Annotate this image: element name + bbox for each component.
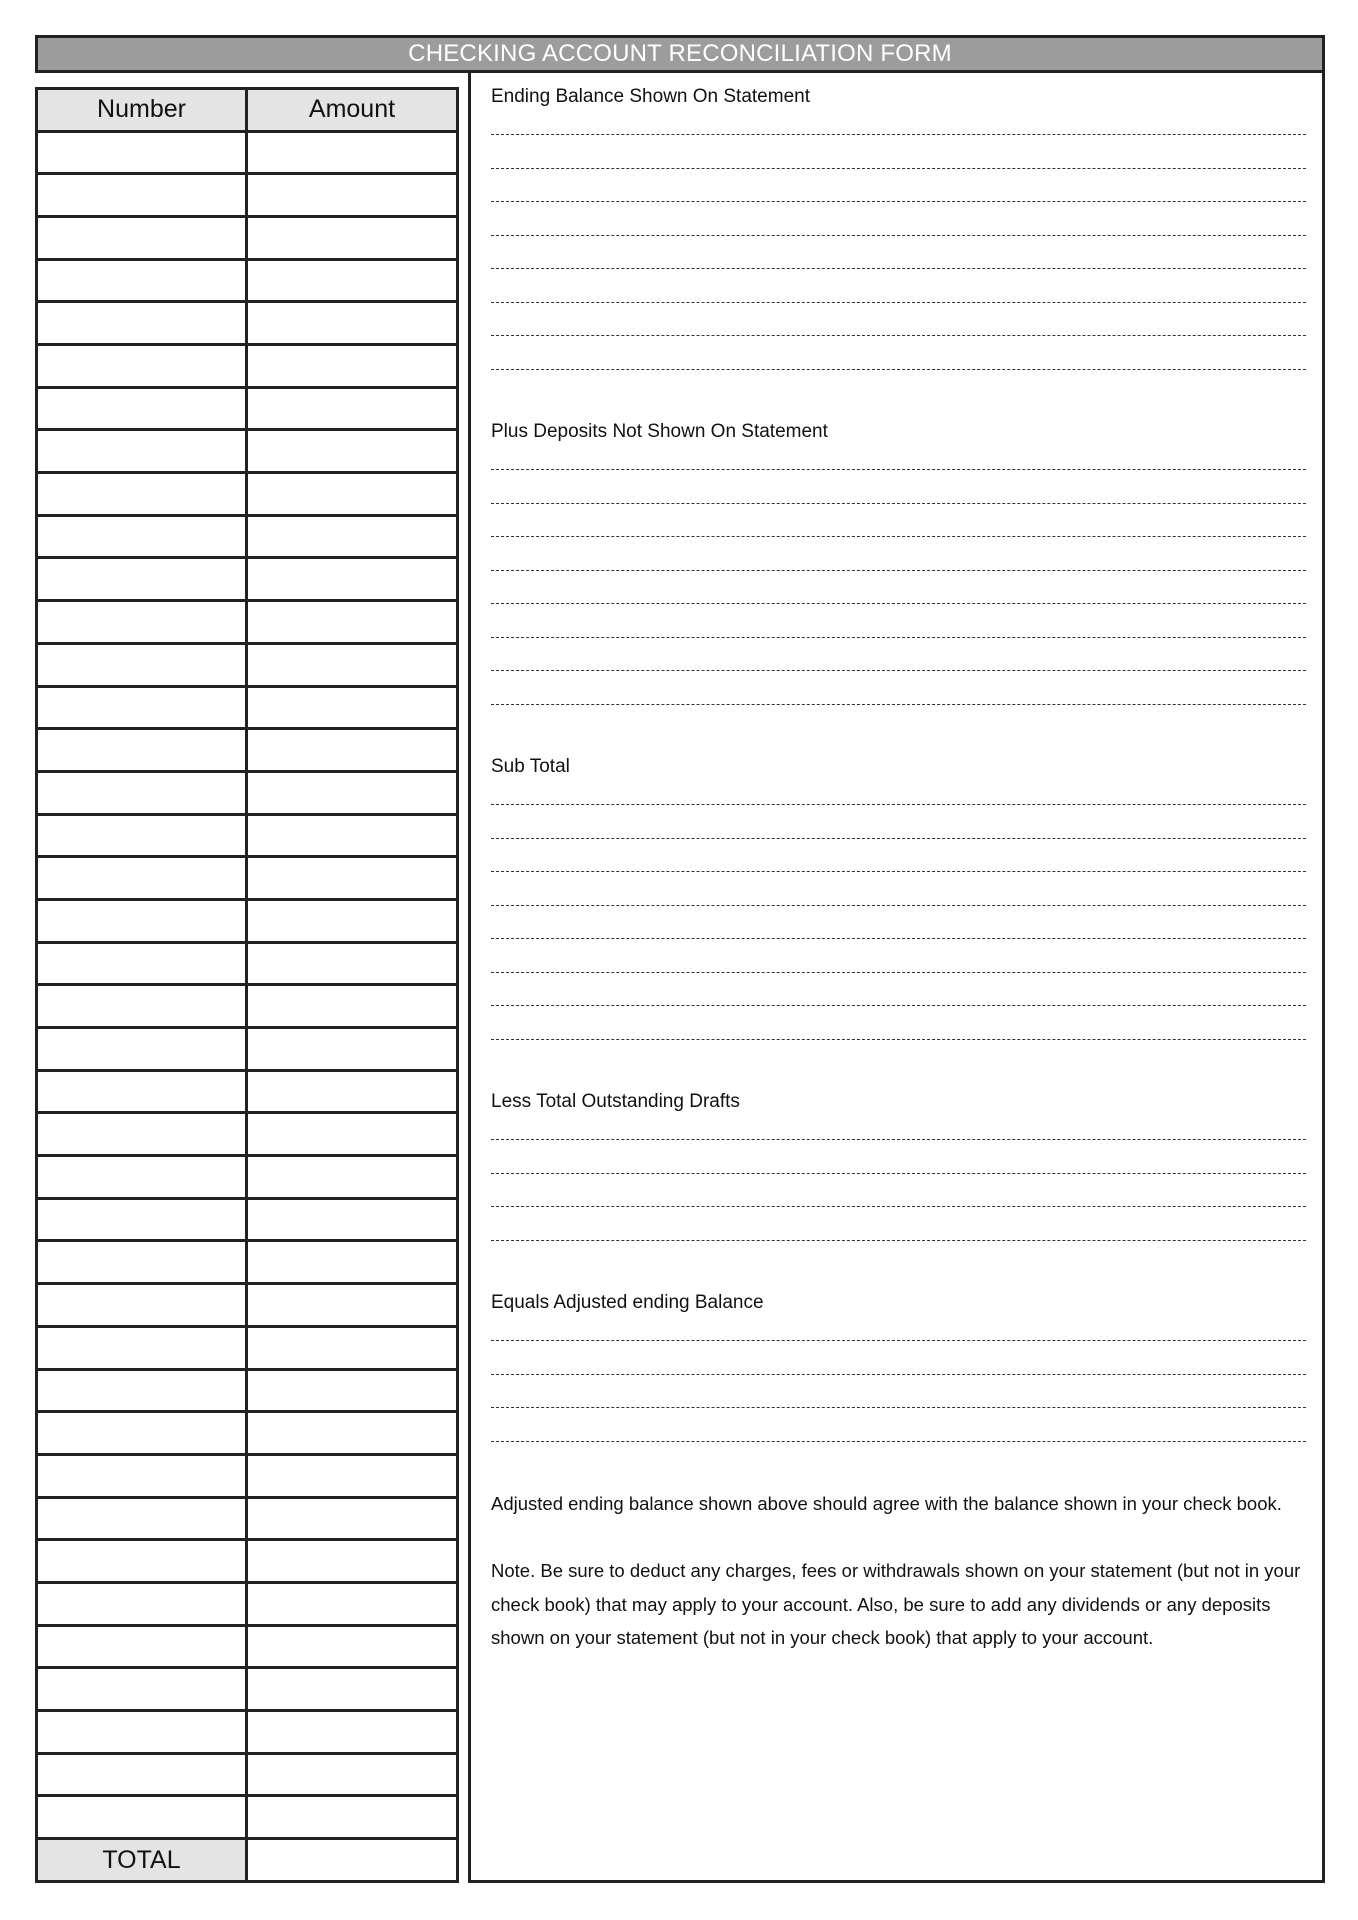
writing-line[interactable] bbox=[491, 168, 1306, 169]
total-label: TOTAL bbox=[37, 1839, 247, 1882]
number-cell[interactable] bbox=[37, 1582, 247, 1625]
reconciliation-panel bbox=[468, 73, 1325, 1883]
amount-cell[interactable] bbox=[247, 1070, 458, 1113]
number-cell[interactable] bbox=[37, 686, 247, 729]
amount-cell[interactable] bbox=[247, 857, 458, 900]
amount-cell[interactable] bbox=[247, 558, 458, 601]
ledger-row bbox=[37, 1284, 458, 1327]
column-header-number: Number bbox=[37, 89, 247, 132]
writing-line[interactable] bbox=[491, 905, 1306, 906]
total-amount-cell[interactable] bbox=[247, 1839, 458, 1882]
number-cell[interactable] bbox=[37, 771, 247, 814]
amount-cell[interactable] bbox=[247, 1668, 458, 1711]
amount-cell[interactable] bbox=[247, 1113, 458, 1156]
ledger-row bbox=[37, 558, 458, 601]
writing-line[interactable] bbox=[491, 871, 1306, 872]
writing-line[interactable] bbox=[491, 972, 1306, 973]
section-ending-balance bbox=[491, 86, 1306, 108]
writing-line[interactable] bbox=[491, 335, 1306, 336]
writing-line[interactable] bbox=[491, 302, 1306, 303]
writing-line[interactable] bbox=[491, 268, 1306, 269]
amount-cell[interactable] bbox=[247, 771, 458, 814]
number-cell[interactable] bbox=[37, 430, 247, 473]
ledger-row bbox=[37, 899, 458, 942]
ledger-row bbox=[37, 430, 458, 473]
section-title: Less Total Outstanding Drafts bbox=[491, 1091, 740, 1112]
ledger-row bbox=[37, 1113, 458, 1156]
number-cell[interactable] bbox=[37, 942, 247, 985]
ledger-row bbox=[37, 473, 458, 516]
number-cell[interactable] bbox=[37, 558, 247, 601]
amount-cell[interactable] bbox=[247, 1284, 458, 1327]
amount-cell[interactable] bbox=[247, 1156, 458, 1199]
writing-line[interactable] bbox=[491, 503, 1306, 504]
amount-cell[interactable] bbox=[247, 942, 458, 985]
amount-cell[interactable] bbox=[247, 1241, 458, 1284]
number-cell[interactable] bbox=[37, 1711, 247, 1754]
number-cell[interactable] bbox=[37, 1156, 247, 1199]
number-cell[interactable] bbox=[37, 1241, 247, 1284]
writing-line[interactable] bbox=[491, 1240, 1306, 1241]
ledger-row bbox=[37, 1582, 458, 1625]
amount-cell[interactable] bbox=[247, 1412, 458, 1455]
ledger-row bbox=[37, 1326, 458, 1369]
ledger-row bbox=[37, 814, 458, 857]
ledger-row bbox=[37, 1753, 458, 1796]
section-adjusted-balance bbox=[491, 1292, 1306, 1314]
number-cell[interactable] bbox=[37, 1625, 247, 1668]
writing-line[interactable] bbox=[491, 704, 1306, 705]
ledger-row bbox=[37, 1540, 458, 1583]
ledger-row bbox=[37, 1668, 458, 1711]
writing-line[interactable] bbox=[491, 1206, 1306, 1207]
writing-line[interactable] bbox=[491, 603, 1306, 604]
ledger-row bbox=[37, 686, 458, 729]
amount-cell[interactable] bbox=[247, 1796, 458, 1839]
number-cell[interactable] bbox=[37, 857, 247, 900]
amount-cell[interactable] bbox=[247, 1753, 458, 1796]
writing-line[interactable] bbox=[491, 201, 1306, 202]
number-cell[interactable] bbox=[37, 473, 247, 516]
number-cell[interactable] bbox=[37, 1454, 247, 1497]
number-cell[interactable] bbox=[37, 1284, 247, 1327]
number-cell[interactable] bbox=[37, 174, 247, 217]
writing-line[interactable] bbox=[491, 469, 1306, 470]
number-cell[interactable] bbox=[37, 1369, 247, 1412]
number-cell[interactable] bbox=[37, 1540, 247, 1583]
amount-cell[interactable] bbox=[247, 729, 458, 772]
number-cell[interactable] bbox=[37, 216, 247, 259]
number-cell[interactable] bbox=[37, 1497, 247, 1540]
column-header-amount: Amount bbox=[247, 89, 458, 132]
number-cell[interactable] bbox=[37, 899, 247, 942]
ledger-rows bbox=[37, 131, 458, 1839]
writing-line[interactable] bbox=[491, 369, 1306, 370]
ledger-row bbox=[37, 1412, 458, 1455]
writing-line[interactable] bbox=[491, 1340, 1306, 1341]
ledger-row bbox=[37, 1369, 458, 1412]
amount-cell[interactable] bbox=[247, 1711, 458, 1754]
writing-line[interactable] bbox=[491, 1441, 1306, 1442]
writing-line[interactable] bbox=[491, 235, 1306, 236]
amount-cell[interactable] bbox=[247, 985, 458, 1028]
ledger-row bbox=[37, 174, 458, 217]
section-title: Plus Deposits Not Shown On Statement bbox=[491, 421, 828, 442]
writing-line[interactable] bbox=[491, 938, 1306, 939]
section-title: Sub Total bbox=[491, 756, 570, 777]
number-cell[interactable] bbox=[37, 643, 247, 686]
amount-cell[interactable] bbox=[247, 686, 458, 729]
ledger-row bbox=[37, 1711, 458, 1754]
amount-cell[interactable] bbox=[247, 131, 458, 174]
number-cell[interactable] bbox=[37, 387, 247, 430]
ledger-row bbox=[37, 1497, 458, 1540]
writing-line[interactable] bbox=[491, 134, 1306, 135]
ledger-row bbox=[37, 515, 458, 558]
ledger-row bbox=[37, 131, 458, 174]
number-cell[interactable] bbox=[37, 302, 247, 345]
writing-line[interactable] bbox=[491, 637, 1306, 638]
writing-line[interactable] bbox=[491, 1407, 1306, 1408]
amount-cell[interactable] bbox=[247, 430, 458, 473]
writing-line[interactable] bbox=[491, 570, 1306, 571]
amount-cell[interactable] bbox=[247, 302, 458, 345]
amount-cell[interactable] bbox=[247, 1326, 458, 1369]
ledger-row bbox=[37, 345, 458, 388]
ledger-row bbox=[37, 643, 458, 686]
amount-cell[interactable] bbox=[247, 387, 458, 430]
amount-cell[interactable] bbox=[247, 345, 458, 388]
ledger-row bbox=[37, 1241, 458, 1284]
writing-line[interactable] bbox=[491, 1374, 1306, 1375]
number-cell[interactable] bbox=[37, 1070, 247, 1113]
number-cell[interactable] bbox=[37, 1326, 247, 1369]
number-cell[interactable] bbox=[37, 814, 247, 857]
writing-line[interactable] bbox=[491, 804, 1306, 805]
ledger-row bbox=[37, 1198, 458, 1241]
amount-cell[interactable] bbox=[247, 1369, 458, 1412]
ledger-row bbox=[37, 259, 458, 302]
section-title: Ending Balance Shown On Statement bbox=[491, 86, 810, 107]
ledger-row bbox=[37, 985, 458, 1028]
number-cell[interactable] bbox=[37, 345, 247, 388]
ledger-table bbox=[35, 87, 459, 1883]
ledger-row bbox=[37, 387, 458, 430]
number-cell[interactable] bbox=[37, 1198, 247, 1241]
section-title: Equals Adjusted ending Balance bbox=[491, 1292, 764, 1313]
amount-cell[interactable] bbox=[247, 174, 458, 217]
agreement-text: Adjusted ending balance shown above should agree with the balance shown in your check book. bbox=[491, 1493, 1282, 1514]
form-title: CHECKING ACCOUNT RECONCILIATION FORM bbox=[35, 35, 1325, 73]
ledger-row bbox=[37, 857, 458, 900]
amount-cell[interactable] bbox=[247, 814, 458, 857]
number-cell[interactable] bbox=[37, 1412, 247, 1455]
amount-cell[interactable] bbox=[247, 1198, 458, 1241]
amount-cell[interactable] bbox=[247, 1497, 458, 1540]
writing-line[interactable] bbox=[491, 670, 1306, 671]
amount-cell[interactable] bbox=[247, 515, 458, 558]
ledger-row bbox=[37, 1454, 458, 1497]
amount-cell[interactable] bbox=[247, 643, 458, 686]
number-cell[interactable] bbox=[37, 259, 247, 302]
number-cell[interactable] bbox=[37, 601, 247, 644]
amount-cell[interactable] bbox=[247, 1582, 458, 1625]
section-outstanding-drafts bbox=[491, 1091, 1306, 1113]
section-sub-total bbox=[491, 756, 1306, 778]
ledger-row bbox=[37, 601, 458, 644]
ledger-row bbox=[37, 302, 458, 345]
ledger-row bbox=[37, 1625, 458, 1668]
writing-line[interactable] bbox=[491, 1173, 1306, 1174]
number-cell[interactable] bbox=[37, 1028, 247, 1071]
amount-cell[interactable] bbox=[247, 216, 458, 259]
ledger-row bbox=[37, 1796, 458, 1839]
section-plus-deposits bbox=[491, 421, 1306, 443]
number-cell[interactable] bbox=[37, 1668, 247, 1711]
ledger-row bbox=[37, 1070, 458, 1113]
writing-line[interactable] bbox=[491, 1139, 1306, 1140]
ledger-row bbox=[37, 1028, 458, 1071]
amount-cell[interactable] bbox=[247, 899, 458, 942]
writing-line[interactable] bbox=[491, 1039, 1306, 1040]
amount-cell[interactable] bbox=[247, 601, 458, 644]
number-cell[interactable] bbox=[37, 515, 247, 558]
amount-cell[interactable] bbox=[247, 1625, 458, 1668]
amount-cell[interactable] bbox=[247, 1540, 458, 1583]
amount-cell[interactable] bbox=[247, 259, 458, 302]
writing-line[interactable] bbox=[491, 838, 1306, 839]
ledger-row bbox=[37, 942, 458, 985]
ledger-row bbox=[37, 771, 458, 814]
number-cell[interactable] bbox=[37, 1753, 247, 1796]
amount-cell[interactable] bbox=[247, 473, 458, 516]
number-cell[interactable] bbox=[37, 1796, 247, 1839]
number-cell[interactable] bbox=[37, 985, 247, 1028]
number-cell[interactable] bbox=[37, 729, 247, 772]
amount-cell[interactable] bbox=[247, 1454, 458, 1497]
number-cell[interactable] bbox=[37, 131, 247, 174]
ledger-row bbox=[37, 729, 458, 772]
writing-line[interactable] bbox=[491, 1005, 1306, 1006]
ledger-row bbox=[37, 1156, 458, 1199]
ledger-row bbox=[37, 216, 458, 259]
writing-line[interactable] bbox=[491, 536, 1306, 537]
amount-cell[interactable] bbox=[247, 1028, 458, 1071]
number-cell[interactable] bbox=[37, 1113, 247, 1156]
note-text: Note. Be sure to deduct any charges, fees or withdrawals shown on your statement (but not in your check book) that may apply to your account. Also, be sure to add any dividends or any deposits shown on your statement (but not in your check book) that apply to your account. bbox=[491, 1560, 1301, 1648]
